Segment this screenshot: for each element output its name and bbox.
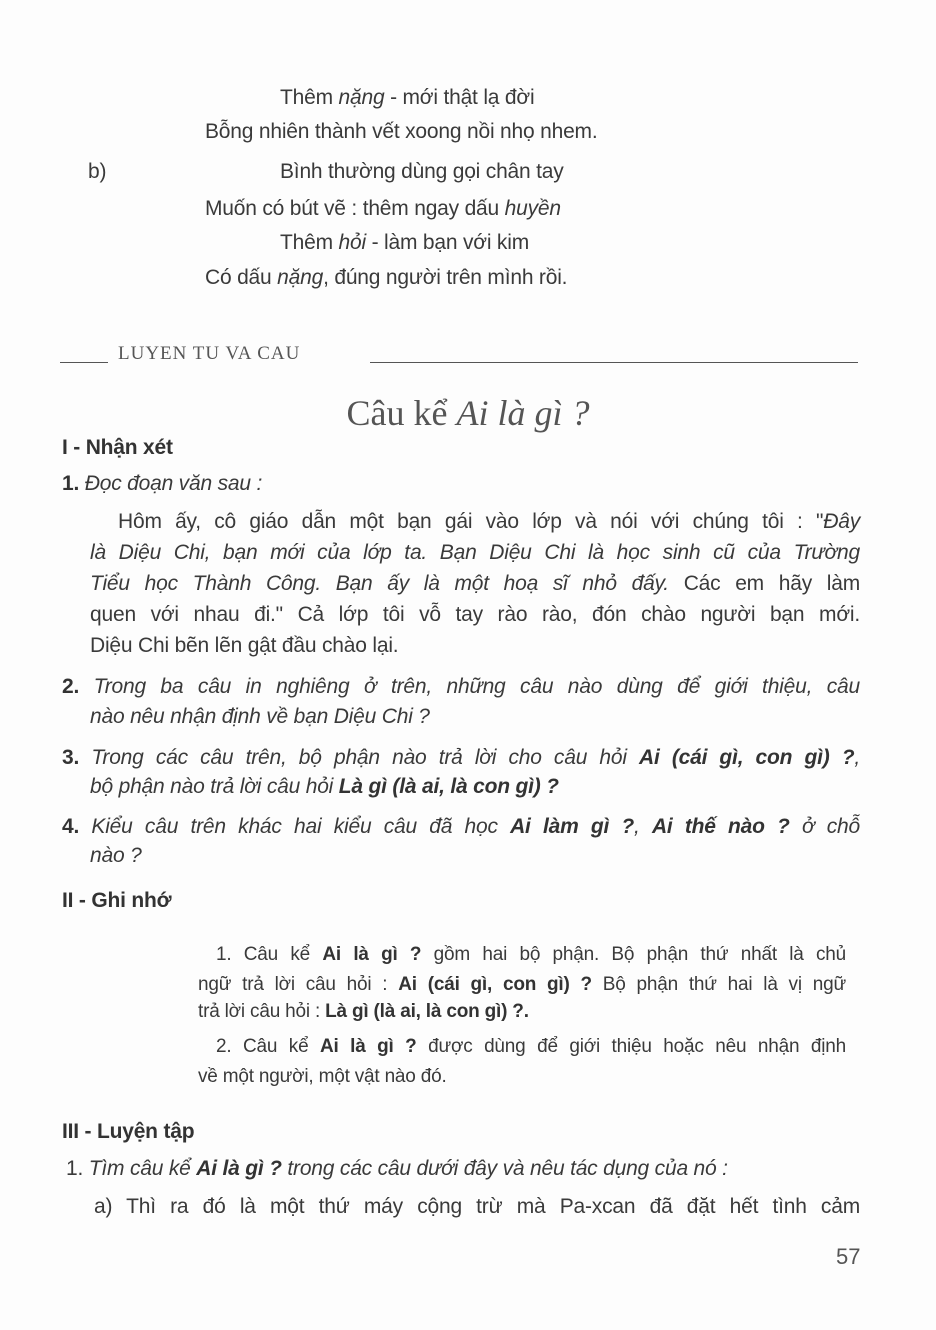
text-segment: - mới thật lạ đời [384, 86, 535, 109]
text-segment: Đọc đoạn văn sau : [84, 472, 263, 495]
text-segment: Muốn có bút vẽ : thêm ngay dấu [205, 197, 505, 220]
text-segment: 3. [62, 746, 92, 769]
text-line [66, 1156, 728, 1182]
text-segment: quen với nhau đi." Cả lớp tôi vỗ tay rào rào, đón chào người bạn mới. [90, 603, 860, 626]
text-segment: Bộ phận thứ hai là vị ngữ [591, 974, 847, 995]
text-segment: Ai là gì ? [322, 944, 422, 965]
text-segment: 2. [62, 675, 94, 698]
text-line [90, 602, 860, 628]
section-rule-left [60, 362, 108, 363]
text-segment: Thêm [280, 231, 339, 254]
text-segment: nào ? [90, 844, 142, 867]
heading-luyen-tap: III - Luyện tập [62, 1120, 195, 1143]
page-number: 57 [836, 1244, 861, 1269]
text-line [94, 1194, 860, 1220]
text-segment: huyền [504, 197, 561, 220]
text-segment: Hôm ấy, cô giáo dẫn một bạn gái vào lớp và nói với chúng tôi : " [118, 510, 824, 533]
section-rule-right [370, 362, 858, 363]
text-segment: trả lời câu hỏi : [198, 1001, 326, 1022]
text-segment: Diệu Chi bẽn lẽn gật đầu chào lại. [90, 634, 399, 657]
text-line [90, 704, 430, 730]
text-line [198, 1065, 447, 1089]
text-line [62, 674, 860, 700]
text-segment: Là gì (là ai, là con gì) ?. [325, 1001, 529, 1022]
text-segment: 1. [62, 472, 85, 495]
text-segment: Ai (cái gì, con gì) ? [398, 974, 592, 995]
text-segment: ở chỗ [789, 815, 861, 838]
text-line [62, 745, 860, 771]
text-segment: 1. [66, 1157, 89, 1180]
text-line [118, 509, 860, 535]
heading-nhan-xet: I - Nhận xét [62, 436, 173, 459]
text-line [198, 973, 846, 997]
text-line [280, 230, 529, 256]
text-line [90, 633, 398, 659]
title-plain: Câu kể [346, 393, 457, 433]
heading-ghi-nho: II - Ghi nhớ [62, 889, 172, 912]
text-segment: Ai là gì ? [196, 1157, 282, 1180]
text-line [198, 1000, 529, 1024]
text-segment: Có dấu [205, 266, 278, 289]
text-line [205, 265, 567, 291]
text-line [205, 196, 561, 222]
text-line [280, 85, 534, 111]
lesson-title [0, 392, 936, 434]
text-segment: Bình thường dùng gọi chân tay [280, 160, 564, 183]
text-segment: là Diệu Chi, bạn mới của lớp ta. Bạn Diệu Chi là học sinh cũ của Trường [90, 541, 860, 564]
text-line [90, 571, 860, 597]
text-segment: bộ phận nào trả lời câu hỏi [90, 775, 339, 798]
text-segment: Các em hãy làm [668, 572, 860, 595]
text-segment: ngữ trả lời câu hỏi : [198, 974, 399, 995]
text-segment: nào nêu nhận định về bạn Diệu Chi ? [90, 705, 430, 728]
text-segment: Kiểu câu trên khác hai kiểu câu đã học [91, 815, 511, 838]
text-segment: trong các câu dưới đây và nêu tác dụng của nó : [281, 1157, 728, 1180]
text-segment: , [634, 815, 652, 838]
text-line [280, 159, 564, 185]
text-segment: Bỗng nhiên thành vết xoong nồi nhọ nhem. [205, 120, 598, 143]
poem-label-b: b) [88, 160, 107, 183]
text-line [90, 774, 559, 800]
text-line [62, 471, 262, 497]
text-segment: 2. Câu kể [216, 1036, 320, 1057]
text-line [62, 814, 860, 840]
text-segment: Trong các câu trên, bộ phận nào trả lời cho câu hỏi [91, 746, 640, 769]
text-segment: gồm hai bộ phận. Bộ phận thứ nhất là chủ [421, 944, 846, 965]
text-segment: nặng [338, 86, 385, 109]
text-segment: Đây [823, 510, 860, 533]
text-segment: Tiểu học Thành Công. Bạn ấy là một hoạ sĩ nhỏ đấy. [90, 572, 669, 595]
text-segment: , đúng người trên mình rồi. [323, 266, 568, 289]
text-segment: hỏi [338, 231, 366, 254]
text-segment: Thêm [280, 86, 339, 109]
text-line [90, 540, 860, 566]
text-segment: về một người, một vật nào đó. [198, 1066, 447, 1087]
text-segment: nặng [277, 266, 324, 289]
text-segment: Ai (cái gì, con gì) ? [639, 746, 855, 769]
text-segment: được dùng để giới thiệu hoặc nêu nhận định [416, 1036, 846, 1057]
text-line [216, 1035, 846, 1059]
text-segment: - làm bạn với kim [365, 231, 529, 254]
text-segment: a) Thì ra đó là một thứ máy cộng trừ mà Pa-xcan đã đặt hết tình cảm [94, 1195, 860, 1218]
section-label: LUYEN TU VA CAU [118, 343, 301, 364]
text-segment: Trong ba câu in nghiêng ở trên, những câu nào dùng để giới thiệu, câu [93, 675, 860, 698]
title-italic: Ai là gì ? [456, 393, 590, 433]
text-line [205, 119, 597, 145]
text-segment: 4. [62, 815, 92, 838]
text-line [90, 843, 142, 869]
text-segment: , [854, 746, 860, 769]
text-segment: Ai là gì ? [319, 1036, 417, 1057]
text-segment: Tìm câu kể [88, 1157, 197, 1180]
text-segment: 1. Câu kể [216, 944, 323, 965]
text-segment: Ai làm gì ? [510, 815, 635, 838]
text-line [216, 943, 846, 967]
text-segment: Là gì (là ai, là con gì) ? [338, 775, 559, 798]
text-segment: Ai thế nào ? [651, 815, 790, 838]
